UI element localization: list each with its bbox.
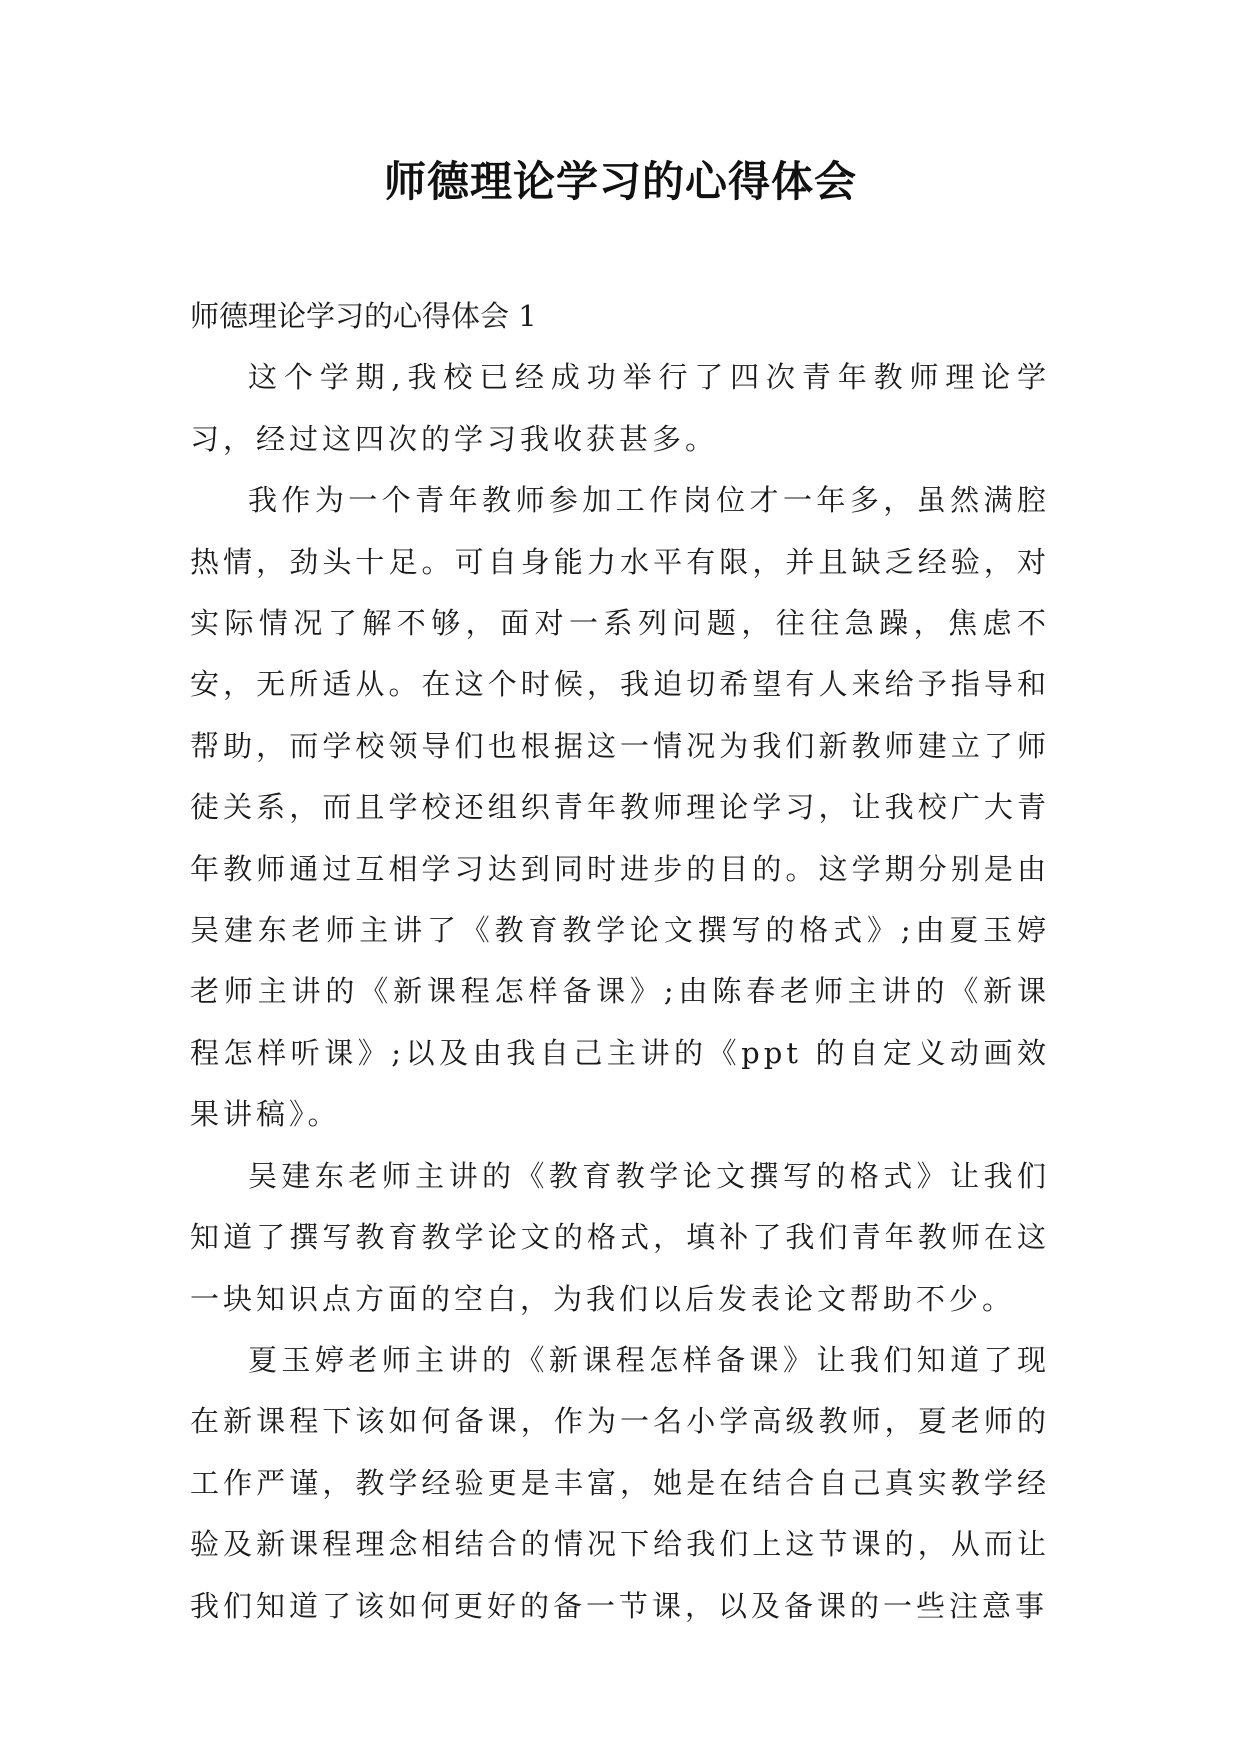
- paragraph-3: 吴建东老师主讲的《教育教学论文撰写的格式》让我们知道了撰写教育教学论文的格式，填补了我们青年教师在这一块知识点方面的空白，为我们以后发表论文帮助不少。: [190, 1158, 1050, 1316]
- section-heading: 师德理论学习的心得体会 1: [190, 299, 537, 333]
- page-title: 师德理论学习的心得体会: [383, 157, 857, 206]
- paragraph-2: 我作为一个青年教师参加工作岗位才一年多，虽然满腔热情，劲头十足。可自身能力水平有限，并且缺乏经验，对实际情况了解不够，面对一系列问题，往往急躁，焦虑不安，无所适从。在这个时候，我迫切希望有人来给予指导和帮助，而学校领导们也根据这一情况为我们新教师建立了师徒关系，而且学校还组织青年教师理论学习，让我校广大青年教师通过互相学习达到同时进步的目的。这学期分别是由吴建东老师主讲了《教育教学论文撰写的格式》;由夏玉婷老师主讲的《新课程怎样备课》;由陈春老师主讲的《新课程怎样听课》;以及由我自己主讲的《ppt 的自定义动画效果讲稿》。: [190, 483, 1050, 1132]
- paragraph-4: 夏玉婷老师主讲的《新课程怎样备课》让我们知道了现在新课程下该如何备课，作为一名小学高级教师，夏老师的工作严谨，教学经验更是丰富，她是在结合自己真实教学经验及新课程理念相结合的情况下给我们上这节课的，从而让我们知道了该如何更好的备一节课，以及备课的一些注意事: [190, 1342, 1050, 1623]
- paragraph-1: 这个学期,我校已经成功举行了四次青年教师理论学习，经过这四次的学习我收获甚多。: [190, 360, 1050, 456]
- document-body: [190, 286, 1050, 1637]
